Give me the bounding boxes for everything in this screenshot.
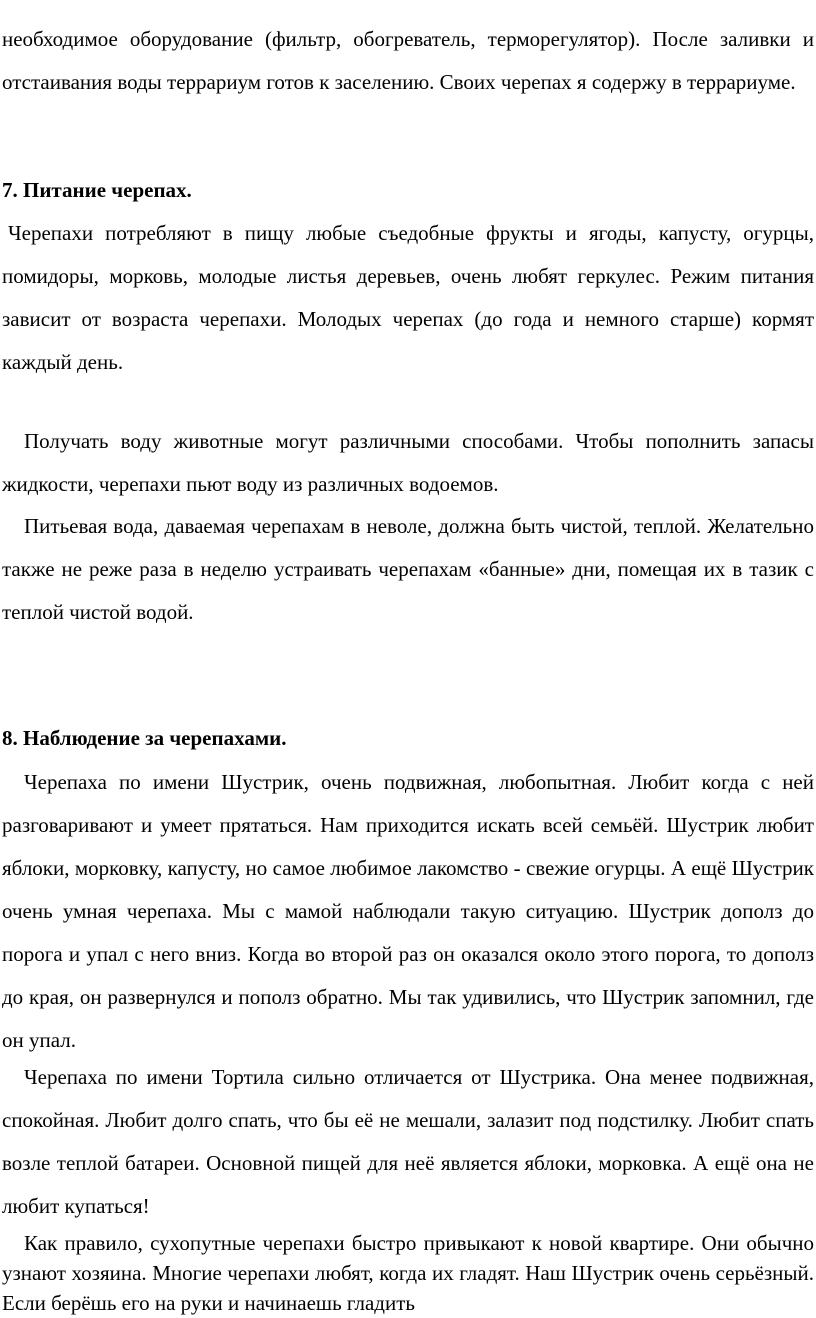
heading-observation: 8. Наблюдение за черепахами. bbox=[2, 726, 287, 750]
paragraph-equipment: необходимое оборудование (фильтр, обогреватель, терморегулятор). После заливки и отстаивания воды террариум готов к заселению. Своих черепах я содержу в террариуме. bbox=[2, 27, 814, 94]
paragraph-tortila: Черепаха по имени Тортила сильно отличается от Шустрика. Она менее подвижная, спокойная. Любит долго спать, что бы её не мешали, залазит под подстилку. Любит спать возле теплой батареи. Основной пищей для неё является яблоки, морковка. А ещё она не любит купаться! bbox=[2, 1065, 814, 1218]
paragraph-drinking-water: Питьевая вода, даваемая черепахам в неволе, должна быть чистой, теплой. Желательно также не реже раза в неделю устраивать черепахам «банные» дни, помещая их в тазик с теплой чистой водой. bbox=[2, 514, 814, 624]
heading-feeding: 7. Питание черепах. bbox=[2, 178, 192, 202]
paragraph-habits: Как правило, сухопутные черепахи быстро привыкают к новой квартире. Они обычно узнают хозяина. Многие черепахи любят, когда их гладят. Наш Шустрик очень серьёзный. Если берёшь его на руки и начинаешь гладить bbox=[2, 1231, 814, 1315]
paragraph-feeding: Черепахи потребляют в пищу любые съедобные фрукты и ягоды, капусту, огурцы, помидоры, морковь, молодые листья деревьев, очень любят геркулес. Режим питания зависит от возраста черепахи. Молодых черепах (до года и немного старше) кормят каждый день. bbox=[2, 221, 814, 374]
paragraph-shustrik: Черепаха по имени Шустрик, очень подвижная, любопытная. Любит когда с ней разговаривают и умеет прятаться. Нам приходится искать всей семьёй. Шустрик любит яблоки, морковку, капусту, но самое любимое лакомство - свежие огурцы. А ещё Шустрик очень умная черепаха. Мы с мамой наблюдали такую ситуацию. Шустрик дополз до порога и упал с него вниз. Когда во второй раз он оказался около этого порога, то дополз до края, он развернулся и пополз обратно. Мы так удивились, что Шустрик запомнил, где он упал. bbox=[2, 770, 814, 1052]
paragraph-water-sources: Получать воду животные могут различными способами. Чтобы пополнить запасы жидкости, черепахи пьют воду из различных водоемов. bbox=[2, 429, 814, 496]
